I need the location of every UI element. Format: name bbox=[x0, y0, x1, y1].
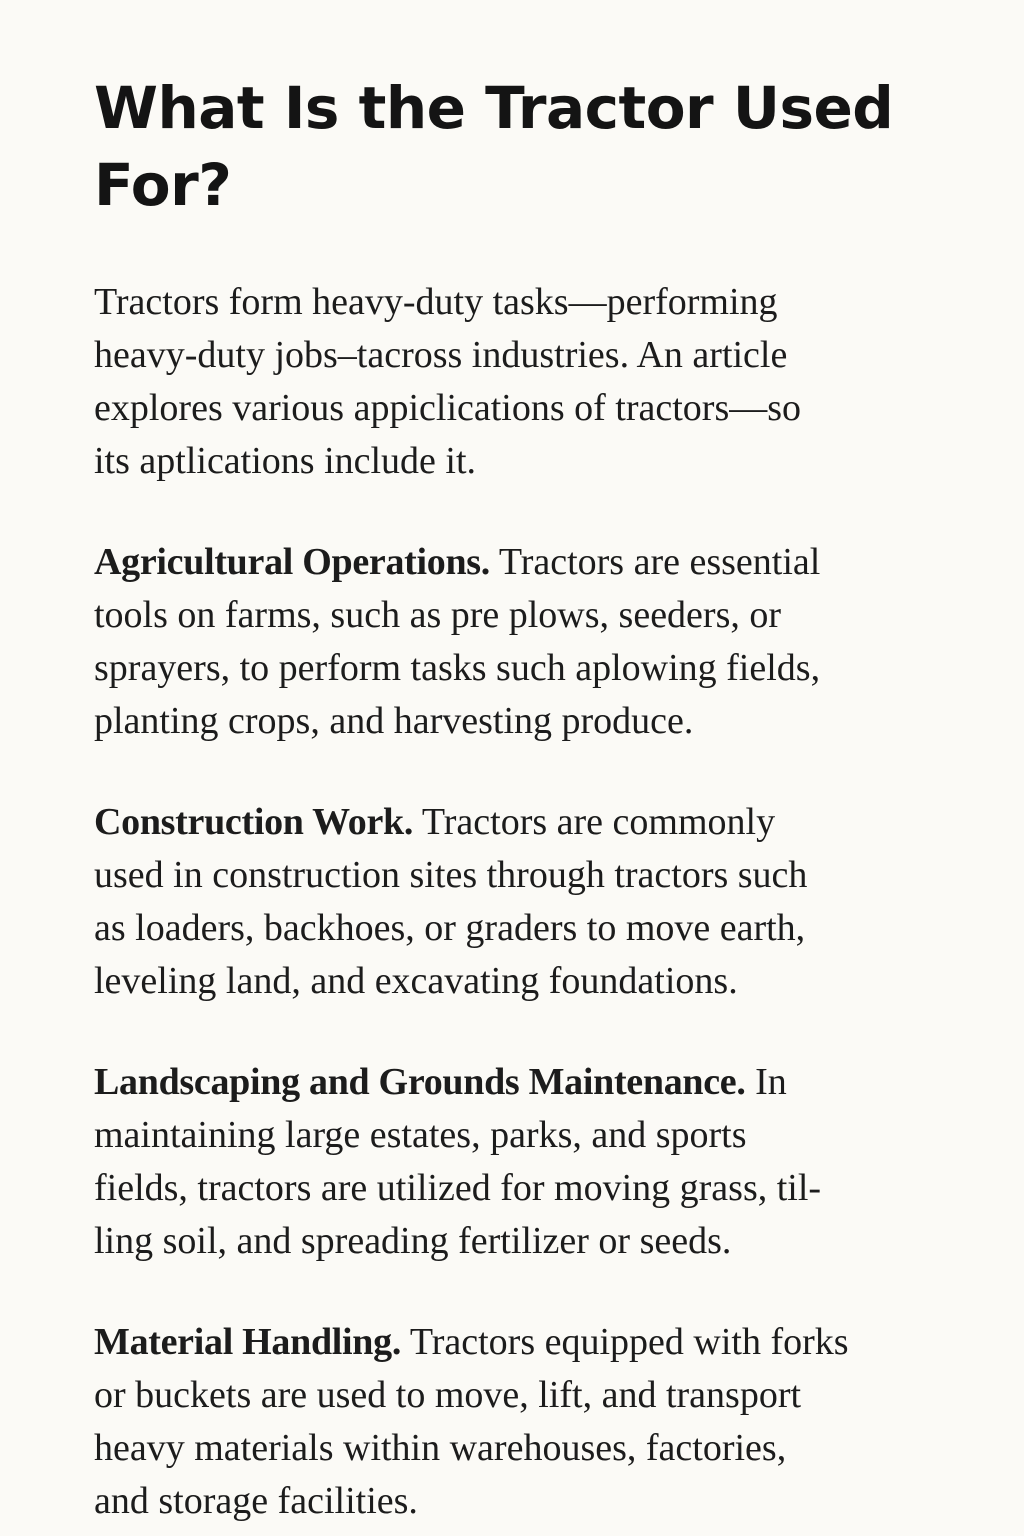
section-line: ling soil, and spreading fertilizer or seeds. bbox=[94, 1220, 732, 1262]
section-line: Tractors are commonly bbox=[413, 801, 776, 843]
section-line: Tractors are essential bbox=[490, 541, 821, 583]
section-line: maintaining large estates, parks, and sports bbox=[94, 1114, 747, 1156]
section-line: used in construction sites through tractors such bbox=[94, 854, 808, 896]
section-heading: Landscaping and Grounds Maintenance. bbox=[94, 1061, 746, 1103]
intro-line-3: explores various appiclications of tractors—so bbox=[94, 387, 802, 429]
article-title bbox=[94, 70, 964, 224]
intro-line-4: its aptlications include it. bbox=[94, 440, 477, 482]
article-title-line-1: What Is the Tractor Used bbox=[94, 74, 894, 142]
section-line: In bbox=[745, 1061, 787, 1103]
section-construction-work bbox=[94, 796, 964, 1008]
section-line: or buckets are used to move, lift, and transport bbox=[94, 1374, 802, 1416]
section-line: as loaders, backhoes, or graders to move earth, bbox=[94, 907, 806, 949]
section-line: leveling land, and excavating foundations. bbox=[94, 960, 738, 1002]
section-heading: Agricultural Operations. bbox=[94, 541, 490, 583]
section-agricultural-operations bbox=[94, 536, 964, 748]
section-heading: Construction Work. bbox=[94, 801, 414, 843]
intro-line-1: Tractors form heavy-duty tasks—performing bbox=[94, 281, 778, 323]
intro-line-2: heavy-duty jobs–tacross industries. An article bbox=[94, 334, 788, 376]
section-landscaping-grounds-maintenance bbox=[94, 1056, 964, 1268]
section-heading: Material Handling. bbox=[94, 1321, 402, 1363]
section-line: fields, tractors are utilized for moving grass, til- bbox=[94, 1167, 822, 1209]
section-material-handling bbox=[94, 1316, 964, 1528]
article-title-line-2: For? bbox=[94, 151, 232, 219]
section-line: sprayers, to perform tasks such aplowing fields, bbox=[94, 647, 821, 689]
section-line: Tractors equipped with forks bbox=[401, 1321, 849, 1363]
section-line: planting crops, and harvesting produce. bbox=[94, 700, 694, 742]
intro-paragraph bbox=[94, 276, 964, 488]
section-line: and storage facilities. bbox=[94, 1480, 418, 1522]
section-line: tools on farms, such as pre plows, seeders, or bbox=[94, 594, 782, 636]
section-line: heavy materials within warehouses, factories, bbox=[94, 1427, 787, 1469]
